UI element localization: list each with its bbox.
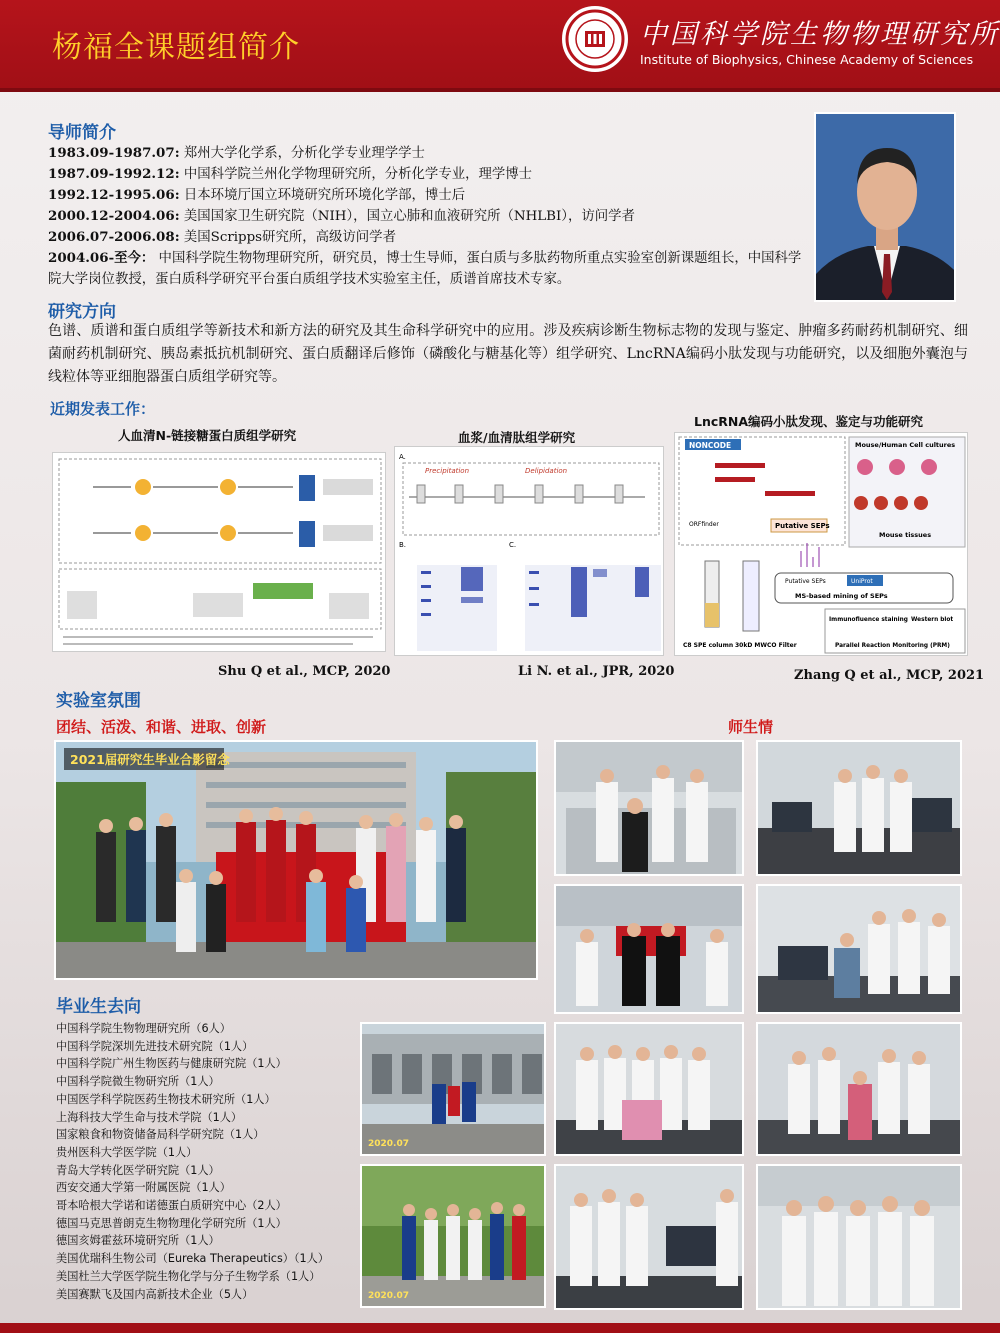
graduation-photo-building (360, 1022, 546, 1156)
pub-2-title: 血浆/血清肽组学研究 (458, 430, 576, 445)
graduate-destination: 中国科学院广州生物医药与健康研究院（1人） (56, 1057, 287, 1071)
lncrna-sep-workflow-figure (674, 432, 968, 656)
uniprot-label: UniProt (851, 578, 873, 585)
pub-1-citation: Shu Q et al., MCP, 2020 (218, 664, 391, 679)
lab-photo-3 (554, 884, 744, 1014)
lab-photo-6 (756, 1022, 962, 1156)
graduate-destination: 中国科学院微生物研究所（1人） (56, 1075, 220, 1089)
lab-photo-7 (554, 1164, 744, 1310)
panel-a-label: A. (399, 453, 406, 461)
graduate-destination: 德国亥姆霍兹环境研究所（1人） (56, 1234, 220, 1248)
pub-2-citation: Li N. et al., JPR, 2020 (518, 664, 675, 679)
mwco-filter-label: 30kD MWCO Filter (735, 642, 797, 649)
cell-cultures-label: Mouse/Human Cell cultures (855, 441, 956, 449)
graduate-destination: 贵州医科大学医学院（1人） (56, 1145, 198, 1159)
publications-heading: 近期发表工作： (50, 400, 156, 418)
noncode-label: NONCODE (689, 441, 732, 450)
pub-1-title: 人血清N-链接糖蛋白质组学研究 (118, 428, 297, 443)
advisor-portrait (814, 112, 956, 302)
graduation-photo-garden (360, 1164, 546, 1308)
glycoproteomics-workflow-figure (52, 452, 386, 652)
footer-bar (0, 1323, 1000, 1333)
ms-putative-label: Putative SEPs (785, 578, 826, 585)
group-photo-caption: 2021届研究生毕业合影留念 (64, 748, 224, 770)
graduate-destination: 中国科学院生物物理研究所（6人） (56, 1022, 231, 1035)
graduate-destination: 美国杜兰大学医学院生物化学与分子生物学系（1人） (56, 1269, 321, 1283)
lab-atmosphere-heading: 实验室氛围 (56, 691, 141, 711)
putative-seps-label: Putative SEPs (775, 522, 830, 530)
western-label: Western blot (911, 617, 954, 623)
lab-photo-1 (554, 740, 744, 876)
page-title: 杨福全课题组简介 (52, 30, 300, 65)
lab-motto: 团结、活泼、和谐、进取、创新 (56, 718, 267, 736)
panel-b-label: B. (399, 541, 407, 549)
photo-date-label: 2020.07 (368, 1291, 409, 1301)
institute-name-en: Institute of Biophysics, Chinese Academy of Sciences (640, 52, 974, 67)
institute-seal-logo (562, 6, 628, 72)
pub-3-citation: Zhang Q et al., MCP, 2021 (794, 668, 985, 683)
bio-entry: 1987.09-1992.12: 中国科学院兰州化学物理研究所，分析化学专业，理学博士 (48, 166, 533, 182)
orffinder-label: ORFfinder (689, 521, 719, 528)
graduate-destination: 上海科技大学生命与技术学院（1人） (56, 1110, 243, 1124)
bio-entry: 2000.12-2004.06: 美国国家卫生研究院（NIH），国立心肺和血液研究所（NHLBI），访问学者 (48, 208, 635, 224)
photo-date-label: 2020.07 (368, 1139, 409, 1149)
research-heading: 研究方向 (48, 302, 116, 322)
lab-photo-2 (756, 740, 962, 876)
bio-entry: 1983.09-1987.07: 郑州大学化学系，分析化学专业理学学士 (48, 145, 425, 161)
graduate-destination: 西安交通大学第一附属医院（1人） (56, 1181, 231, 1195)
immuno-label: Immunofluence staining (829, 617, 908, 623)
graduate-destination: 中国医学科学院医药生物技术研究所（1人） (56, 1092, 276, 1106)
mouse-tissues-label: Mouse tissues (879, 531, 932, 539)
graduate-destination: 美国优瑞科生物公司（Eureka Therapeutics）（1人） (56, 1252, 330, 1266)
graduate-destination: 青岛大学转化医学研究院（1人） (56, 1163, 220, 1177)
precipitation-label: Precipitation (425, 467, 470, 475)
peptidome-workflow-figure (394, 446, 664, 656)
graduate-destination: 美国赛默飞及国内高新技术企业（5人） (56, 1287, 254, 1301)
bio-entry: 1992.12-1995.06: 日本环境厅国立环境研究所环境化学部，博士后 (48, 187, 466, 203)
teacher-student-heading: 师生情 (728, 718, 774, 736)
graduate-destination: 哥本哈根大学诺和诺德蛋白质研究中心（2人） (56, 1199, 287, 1213)
bio-entry: 2004.06-至今： 中国科学院生物物理研究所，研究员，博士生导师，蛋白质与多肽药物所重点实验室创新课题组长，中国科学院大学岗位教授，蛋白质科学研究平台蛋白质组学技术实验室主任，质谱首席技术专家。 (48, 250, 802, 287)
ms-mining-label: MS-based mining of SEPs (795, 592, 888, 600)
lab-photo-5 (554, 1022, 744, 1156)
pub-3-title: LncRNA编码小肽发现、鉴定与功能研究 (694, 414, 924, 429)
research-description: 色谱、质谱和蛋白质组学等新技术和新方法的研究及其生命科学研究中的应用。涉及疾病诊断生物标志物的发现与鉴定、肿瘤多药耐药机制研究、细菌耐药机制研究、胰岛素抵抗机制研究、蛋白质翻译后修饰（磷酸化与糖基化等）组学研究、LncRNA编码小肽发现与功能研究，以及细胞外囊泡与线粒体等亚细胞器蛋白质组学研究等。 (48, 323, 968, 385)
advisor-bio-list (48, 143, 808, 290)
advisor-heading: 导师简介 (48, 123, 116, 143)
bio-entry: 2006.07-2006.08: 美国Scripps研究所，高级访问学者 (48, 229, 396, 245)
prm-label: Parallel Reaction Monitoring (PRM) (835, 643, 950, 649)
header-banner (0, 0, 1000, 92)
graduate-destination: 国家粮食和物资储备局科学研究院（1人） (56, 1128, 265, 1142)
institute-name-cn: 中国科学院生物物理研究所 (640, 19, 1000, 50)
graduate-destination: 中国科学院深圳先进技术研究院（1人） (56, 1039, 254, 1053)
graduate-destination: 德国马克思普朗克生物物理化学研究所（1人） (56, 1216, 287, 1230)
graduates-heading: 毕业生去向 (56, 997, 141, 1017)
panel-c-label: C. (509, 541, 517, 549)
lab-photo-4 (756, 884, 962, 1014)
lab-photo-8 (756, 1164, 962, 1310)
delipidation-label: Delipidation (525, 467, 568, 475)
c8-column-label: C8 SPE column (683, 642, 734, 649)
graduation-group-photo (54, 740, 538, 980)
graduates-list (56, 1020, 356, 1303)
